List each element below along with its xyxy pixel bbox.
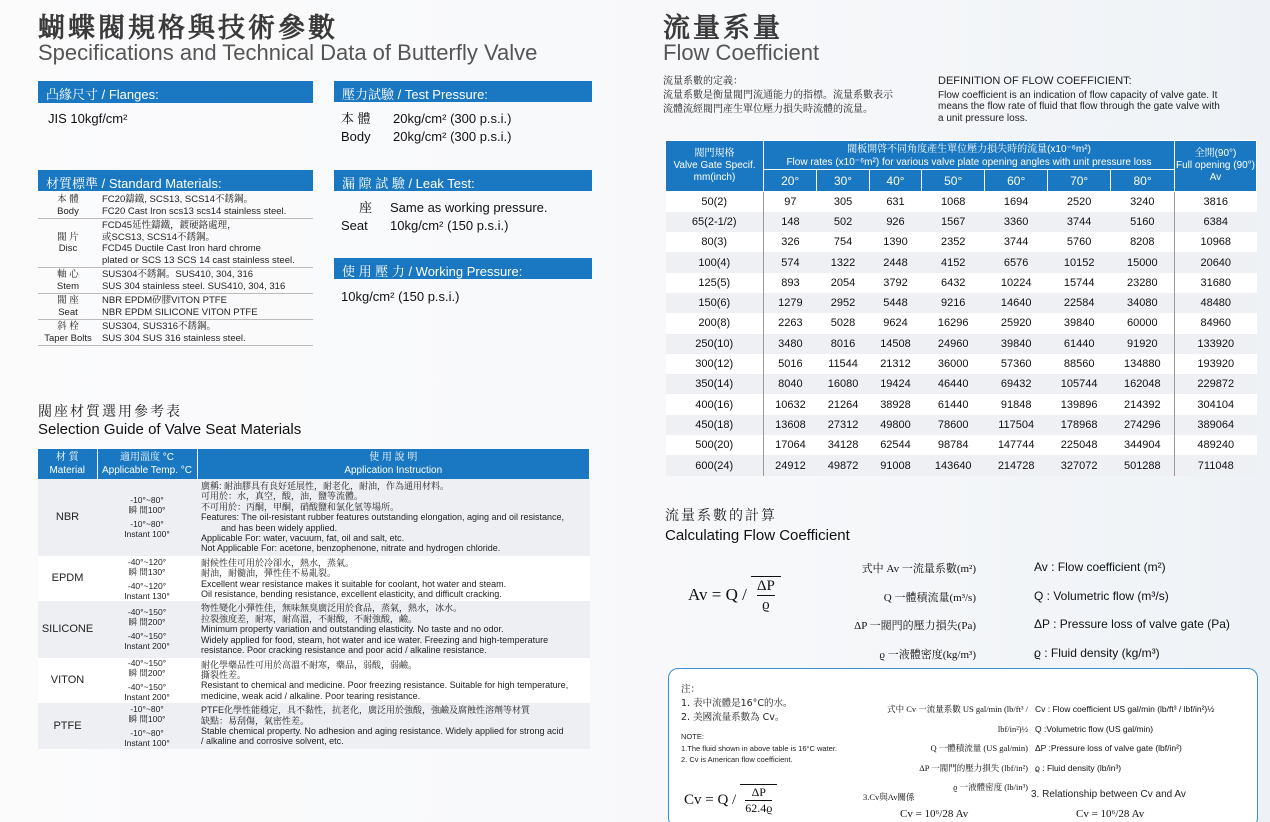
flow-size-cell: 150(6) <box>666 293 764 313</box>
flow-value-cell: 214392 <box>1111 394 1175 414</box>
calc-title-cn: 流量系數的計算 <box>665 508 777 524</box>
flow-value-cell: 2352 <box>922 232 985 252</box>
guide-application: 耐化學藥品性可用於高溫不耐寒，藥品，弱酸，弱鹼。 撕裂性差。 Resistant to chemical and medicine. Poor freezing resistance. Suitable for high temperature, medicine, weak acid / alkaline. Poor tearing resistance. <box>197 658 590 704</box>
flow-value-cell: 48480 <box>1175 293 1257 313</box>
flow-value-cell: 10224 <box>985 273 1048 293</box>
flow-value-cell: 10152 <box>1048 252 1111 272</box>
flow-value-cell: 88560 <box>1048 354 1111 374</box>
guide-row <box>38 556 590 602</box>
material-part: 本 體 Body <box>57 194 79 217</box>
flow-value-cell: 11544 <box>817 354 869 374</box>
flow-value-cell: 49872 <box>817 455 869 475</box>
flow-value-cell: 711048 <box>1175 455 1257 475</box>
flow-size-cell: 250(10) <box>666 334 764 354</box>
flow-value-cell: 10968 <box>1175 232 1257 252</box>
material-row <box>38 320 313 346</box>
flow-size-cell: 50(2) <box>666 192 764 212</box>
material-part: 閥 座 Seat <box>57 295 79 318</box>
flow-row <box>666 192 1257 212</box>
material-spec: SUS304不銹鋼。SUS410, 304, 316 SUS 304 stainless steel. SUS410, 304, 316 <box>102 269 286 292</box>
guide-application: 廣稱: 耐油膠具有良好延展性，耐老化，耐油，作為通用材料。 可用於：水，真空，酸，油，鹽等流體。 不可用於：丙酮，甲酮，硝酸鹽和氯化氫等場所。 Features: The oil-resistant rubber features outstanding elongation, aging and oil resistance, and has been widely applied. Applicable For: water, vacuum, fat, oil and salt, etc. Not Applicable For: acetone, benzophenone, nitrate and hydrogen chloride. <box>197 479 590 556</box>
av-formula <box>688 576 781 614</box>
flow-row <box>666 394 1257 414</box>
flow-size-cell: 500(20) <box>666 435 764 455</box>
flow-value-cell: 97 <box>764 192 817 212</box>
material-part: 斜 栓 Taper Bolts <box>44 321 92 344</box>
angle-header: 20° <box>764 170 817 192</box>
flow-value-cell: 148 <box>764 212 817 232</box>
flow-value-cell: 84960 <box>1175 313 1257 333</box>
flow-value-cell: 78600 <box>922 415 985 435</box>
flow-value-cell: 61440 <box>1048 334 1111 354</box>
flow-value-cell: 225048 <box>1048 435 1111 455</box>
flow-value-cell: 8208 <box>1111 232 1175 252</box>
cv-formula-numerator: ΔP <box>745 785 772 801</box>
flow-value-cell: 5448 <box>869 293 921 313</box>
flow-value-cell: 16296 <box>922 313 985 333</box>
flow-row <box>666 273 1257 293</box>
left-title-cn: 蝴蝶閥規格與技術參數 <box>38 13 338 44</box>
flow-row <box>666 374 1257 394</box>
guide-row <box>38 479 590 556</box>
flow-value-cell: 5028 <box>817 313 869 333</box>
flow-value-cell: 15000 <box>1111 252 1175 272</box>
flow-value-cell: 4152 <box>922 252 985 272</box>
flow-value-cell: 214728 <box>985 455 1048 475</box>
flow-row <box>666 415 1257 435</box>
materials-header: 材質標準 / Standard Materials: <box>38 170 313 191</box>
angle-header: 40° <box>869 170 921 192</box>
flow-value-cell: 2520 <box>1048 192 1111 212</box>
flow-value-cell: 162048 <box>1111 374 1175 394</box>
flow-size-cell: 350(14) <box>666 374 764 394</box>
flow-value-cell: 16080 <box>817 374 869 394</box>
flow-size-cell: 100(4) <box>666 252 764 272</box>
flow-value-cell: 2054 <box>817 273 869 293</box>
flow-value-cell: 91008 <box>869 455 921 475</box>
flow-size-cell: 600(24) <box>666 455 764 475</box>
material-spec: NBR EPDM矽膠VITON PTFE NBR EPDM SILICONE VITON PTFE <box>102 295 258 318</box>
guide-application: 耐候性佳可用於冷卻水，熱水，蒸氣。 耐油，耐髓油，彈性佳不易亂裂。 Excellent wear resistance makes it suitable for coolant, hot water and steam. Oil resistance, bending resistance, excellent elasticity, and difficult cracking. <box>197 556 590 602</box>
relationship-formula-en: Cv = 10⁶/28 Av <box>1076 808 1145 820</box>
guide-material: PTFE <box>38 703 97 749</box>
flow-value-cell: 25920 <box>985 313 1048 333</box>
relationship-formula-cn: Cv = 10⁶/28 Av <box>900 808 969 820</box>
flow-header-angles: 閥板開啓不同角度產生單位壓力損失時的流量(x10⁻⁶m²) Flow rates (x10⁻⁶m²) for various valve plate opening angles with unit pressure loss <box>764 141 1175 170</box>
flow-value-cell: 117504 <box>985 415 1048 435</box>
guide-material: NBR <box>38 479 97 556</box>
flow-value-cell: 5160 <box>1111 212 1175 232</box>
flow-value-cell: 3240 <box>1111 192 1175 212</box>
flow-value-cell: 1068 <box>922 192 985 212</box>
flow-value-cell: 6432 <box>922 273 985 293</box>
flow-value-cell: 9216 <box>922 293 985 313</box>
material-spec: SUS304, SUS316不銹鋼。 SUS 304 SUS 316 stainless steel. <box>102 321 246 344</box>
right-title-cn: 流量系量 <box>663 13 783 44</box>
flow-value-cell: 39840 <box>985 334 1048 354</box>
flow-value-cell: 6576 <box>985 252 1048 272</box>
flow-header-full: 全開(90°) Full opening (90°) Av <box>1175 141 1257 192</box>
leak-test-rows: 座 Same as working pressure. Seat 10kg/cm² (150 p.s.i.) <box>341 200 548 233</box>
flow-value-cell: 133920 <box>1175 334 1257 354</box>
guide-temp: -10°~80° 瞬 間100° -10°~80° Instant 100° <box>97 703 197 749</box>
material-row <box>38 193 313 219</box>
flow-size-cell: 300(12) <box>666 354 764 374</box>
material-part: 軸 心 Stem <box>56 269 80 292</box>
flow-value-cell: 23280 <box>1111 273 1175 293</box>
flow-value-cell: 10632 <box>764 394 817 414</box>
flow-value-cell: 304104 <box>1175 394 1257 414</box>
flow-value-cell: 274296 <box>1111 415 1175 435</box>
av-formula-numerator: ΔP <box>756 578 775 594</box>
flow-value-cell: 344904 <box>1111 435 1175 455</box>
flow-value-cell: 8016 <box>817 334 869 354</box>
guide-title-en: Selection Guide of Valve Seat Materials <box>38 421 302 438</box>
guide-temp: -40°~150° 瞬 間200° -40°~150° Instant 200° <box>97 658 197 704</box>
flow-value-cell: 20640 <box>1175 252 1257 272</box>
left-title-en: Specifications and Technical Data of Butterfly Valve <box>38 40 538 65</box>
flow-row <box>666 354 1257 374</box>
materials-table <box>38 193 313 346</box>
flow-value-cell: 3360 <box>985 212 1048 232</box>
flow-header-size: 閥門規格 Valve Gate Specif. mm(inch) <box>666 141 764 192</box>
working-pressure-value: 10kg/cm² (150 p.s.i.) <box>341 289 460 304</box>
flow-value-cell: 46440 <box>922 374 985 394</box>
flow-value-cell: 9624 <box>869 313 921 333</box>
cv-formula-lhs: Cv = Q / <box>684 791 737 808</box>
leak-test-header: 漏 隙 試 驗 / Leak Test: <box>334 170 592 191</box>
guide-row <box>38 703 590 749</box>
relationship-en: 3. Relationship between Cv and Av <box>1031 789 1186 800</box>
flow-value-cell: 6384 <box>1175 212 1257 232</box>
flow-value-cell: 61440 <box>922 394 985 414</box>
flow-value-cell: 14508 <box>869 334 921 354</box>
guide-material: SILICONE <box>38 601 97 657</box>
flow-value-cell: 327072 <box>1048 455 1111 475</box>
flow-value-cell: 3744 <box>985 232 1048 252</box>
flow-row <box>666 293 1257 313</box>
flow-value-cell: 134880 <box>1111 354 1175 374</box>
calc-title-en: Calculating Flow Coefficient <box>665 527 850 544</box>
flow-value-cell: 34128 <box>817 435 869 455</box>
flow-coefficient-table <box>665 140 1257 476</box>
cv-legend-cn: 式中 Cv 一流量系數 US gal/min (lb/ft³ / lbf/in²)½ Q 一體積流量 (US gal/min) ΔP 一閥門的壓力損失 (lbf/in²) ϱ 一液體密度 (lb/in³) <box>887 704 1028 792</box>
guide-header-temp: 適用溫度 °C Applicable Temp. °C <box>97 449 197 479</box>
flow-value-cell: 2952 <box>817 293 869 313</box>
definition-en: DEFINITION OF FLOW COEFFICIENT: Flow coefficient is an indication of flow capacity of valve gate. It means the flow rate of fluid that flow through the gate valve with a unit pressure loss. <box>938 75 1220 124</box>
cv-formula-denominator: 62.4ϱ <box>745 801 773 815</box>
working-pressure-header: 使 用 壓 力 / Working Pressure: <box>334 258 592 279</box>
material-spec: FC20鑄鐵, SCS13, SCS14不銹鋼。 FC20 Cast Iron scs13 scs14 stainless steel. <box>102 194 287 217</box>
flow-value-cell: 926 <box>869 212 921 232</box>
flow-value-cell: 60000 <box>1111 313 1175 333</box>
flow-value-cell: 38928 <box>869 394 921 414</box>
flow-value-cell: 69432 <box>985 374 1048 394</box>
guide-row <box>38 658 590 704</box>
flow-row <box>666 212 1257 232</box>
angle-header: 60° <box>985 170 1048 192</box>
material-row <box>38 268 313 294</box>
flow-size-cell: 80(3) <box>666 232 764 252</box>
flow-value-cell: 143640 <box>922 455 985 475</box>
guide-header-application: 使 用 說 明 Application Instruction <box>197 449 590 479</box>
guide-temp: -10°~80° 瞬 間100° -10°~80° Instant 100° <box>97 479 197 556</box>
flow-value-cell: 21312 <box>869 354 921 374</box>
flow-value-cell: 501288 <box>1111 455 1175 475</box>
av-formula-denominator: ϱ <box>762 597 770 613</box>
flow-value-cell: 502 <box>817 212 869 232</box>
flow-size-cell: 65(2-1/2) <box>666 212 764 232</box>
flow-value-cell: 574 <box>764 252 817 272</box>
flow-value-cell: 13608 <box>764 415 817 435</box>
flow-value-cell: 91920 <box>1111 334 1175 354</box>
flow-value-cell: 5016 <box>764 354 817 374</box>
flow-value-cell: 36000 <box>922 354 985 374</box>
note-cn: 注： 1. 表中流體是16°C的水。 2. 美國流量系數為 Cv。 <box>681 684 793 723</box>
guide-temp: -40°~120° 瞬 間130° -40°~120° Instant 130° <box>97 556 197 602</box>
flow-row <box>666 455 1257 475</box>
flow-value-cell: 178968 <box>1048 415 1111 435</box>
flow-size-cell: 200(8) <box>666 313 764 333</box>
flow-size-cell: 125(5) <box>666 273 764 293</box>
guide-material: EPDM <box>38 556 97 602</box>
flow-value-cell: 19424 <box>869 374 921 394</box>
cv-legend-en: Cv : Flow coefficient US gal/min (lb/ft³ / lbf/in²)½ Q :Volumetric flow (US gal/min) ΔP :Pressure loss of valve gate (lbf/in²) ϱ : Fluid density (lb/in³) <box>1035 704 1215 773</box>
guide-material: VITON <box>38 658 97 704</box>
flow-value-cell: 24960 <box>922 334 985 354</box>
flow-value-cell: 5760 <box>1048 232 1111 252</box>
guide-temp: -40°~150° 瞬 間200° -40°~150° Instant 200° <box>97 601 197 657</box>
guide-application: 物性變化小彈性佳，無味無臭廣泛用於食品，蒸氣，熱水，冰水。 拉裂強度差，耐寒，耐高溫，不耐酸，不耐強酸，鹼。 Minimum property variation and outstanding elasticity. No taste and no odor. Widely applied for food, steam, hot water and ice water. Freezing and high-temperature resistance. Poor cracking resistance and poor acid / alkaline resistance. <box>197 601 590 657</box>
av-formula-lhs: Av = Q / <box>688 585 747 604</box>
test-pressure-rows: 本 體 20kg/cm² (300 p.s.i.) Body 20kg/cm² (300 p.s.i.) <box>341 111 512 144</box>
material-spec: FCD45延性鑄鐵，鍍硬鉻處理， 或SCS13, SCS14不銹鋼。 FCD45 Ductile Cast Iron hard chrome plated or SCS 13 SCS 14 cast stainless steel. <box>102 220 295 266</box>
flow-value-cell: 1694 <box>985 192 1048 212</box>
angle-header: 70° <box>1048 170 1111 192</box>
flow-value-cell: 1567 <box>922 212 985 232</box>
flow-value-cell: 57360 <box>985 354 1048 374</box>
flow-value-cell: 15744 <box>1048 273 1111 293</box>
flow-value-cell: 21264 <box>817 394 869 414</box>
flow-value-cell: 389064 <box>1175 415 1257 435</box>
flow-value-cell: 2263 <box>764 313 817 333</box>
flow-row <box>666 313 1257 333</box>
flow-value-cell: 62544 <box>869 435 921 455</box>
flow-value-cell: 98784 <box>922 435 985 455</box>
guide-title-cn: 閥座材質選用參考表 <box>38 404 182 420</box>
flow-value-cell: 3792 <box>869 273 921 293</box>
flow-value-cell: 91848 <box>985 394 1048 414</box>
flow-row <box>666 252 1257 272</box>
guide-application: PTFE化學性能穩定，具不黏性，抗老化，廣泛用於強酸，強鹼及腐蝕性溶劑等材質 缺點：易刮傷，氣密性差。 Stable chemical property. No adhesion and aging resistance. Widely applied for strong acid / alkaline and corrosive solvent, etc. <box>197 703 590 749</box>
flow-value-cell: 2448 <box>869 252 921 272</box>
flow-row <box>666 232 1257 252</box>
av-legend-en: Av : Flow coefficient (m²) Q : Volumetric flow (m³/s) ΔP : Pressure loss of valve gate (Pa) ϱ : Fluid density (kg/m³) <box>1034 560 1230 660</box>
relationship-cn: 3.Cv與Av關係 <box>863 792 915 802</box>
note-en: NOTE: 1.The fluid shown in above table is 16°C water. 2. Cv is American flow coefficient. <box>681 732 838 764</box>
flow-value-cell: 893 <box>764 273 817 293</box>
flow-value-cell: 1322 <box>817 252 869 272</box>
flow-value-cell: 305 <box>817 192 869 212</box>
flanges-value: JIS 10kgf/cm² <box>48 111 128 126</box>
flow-value-cell: 39840 <box>1048 313 1111 333</box>
flow-value-cell: 139896 <box>1048 394 1111 414</box>
flow-value-cell: 49800 <box>869 415 921 435</box>
flanges-header: 凸緣尺寸 / Flanges: <box>38 81 313 102</box>
flow-value-cell: 326 <box>764 232 817 252</box>
flow-size-cell: 400(16) <box>666 394 764 414</box>
material-part: 閥 片 Disc <box>57 231 79 254</box>
flow-row <box>666 334 1257 354</box>
material-row <box>38 219 313 268</box>
flow-value-cell: 193920 <box>1175 354 1257 374</box>
flow-value-cell: 3480 <box>764 334 817 354</box>
guide-row <box>38 601 590 657</box>
guide-header-material: 材 質 Material <box>38 449 97 479</box>
flow-value-cell: 31680 <box>1175 273 1257 293</box>
cv-formula <box>684 784 777 816</box>
test-pressure-header: 壓力試驗 / Test Pressure: <box>334 81 592 102</box>
flow-row <box>666 435 1257 455</box>
flow-value-cell: 22584 <box>1048 293 1111 313</box>
flow-value-cell: 3816 <box>1175 192 1257 212</box>
flow-value-cell: 754 <box>817 232 869 252</box>
flow-value-cell: 8040 <box>764 374 817 394</box>
flow-value-cell: 24912 <box>764 455 817 475</box>
flow-value-cell: 27312 <box>817 415 869 435</box>
flow-value-cell: 105744 <box>1048 374 1111 394</box>
definition-cn: 流量系數的定義： 流量系數是衡量閥門流通能力的指標。流量系數表示 流體流經閥門產生單位壓力損失時流體的流量。 <box>663 76 893 115</box>
angle-header: 30° <box>817 170 869 192</box>
flow-value-cell: 17064 <box>764 435 817 455</box>
flow-value-cell: 3744 <box>1048 212 1111 232</box>
flow-value-cell: 34080 <box>1111 293 1175 313</box>
material-row <box>38 294 313 320</box>
angle-header: 80° <box>1111 170 1175 192</box>
av-legend-cn: 式中 Av 一流量系數(m²) Q 一體積流量(m³/s) ΔP 一閥門的壓力損失(Pa) ϱ 一液體密度(kg/m³) <box>854 563 976 661</box>
right-title-en: Flow Coefficient <box>663 40 820 65</box>
flow-value-cell: 631 <box>869 192 921 212</box>
flow-value-cell: 1390 <box>869 232 921 252</box>
flow-value-cell: 489240 <box>1175 435 1257 455</box>
flow-value-cell: 14640 <box>985 293 1048 313</box>
angle-header: 50° <box>922 170 985 192</box>
seat-material-guide-table <box>38 449 590 749</box>
flow-size-cell: 450(18) <box>666 415 764 435</box>
flow-value-cell: 229872 <box>1175 374 1257 394</box>
flow-value-cell: 1279 <box>764 293 817 313</box>
flow-value-cell: 147744 <box>985 435 1048 455</box>
